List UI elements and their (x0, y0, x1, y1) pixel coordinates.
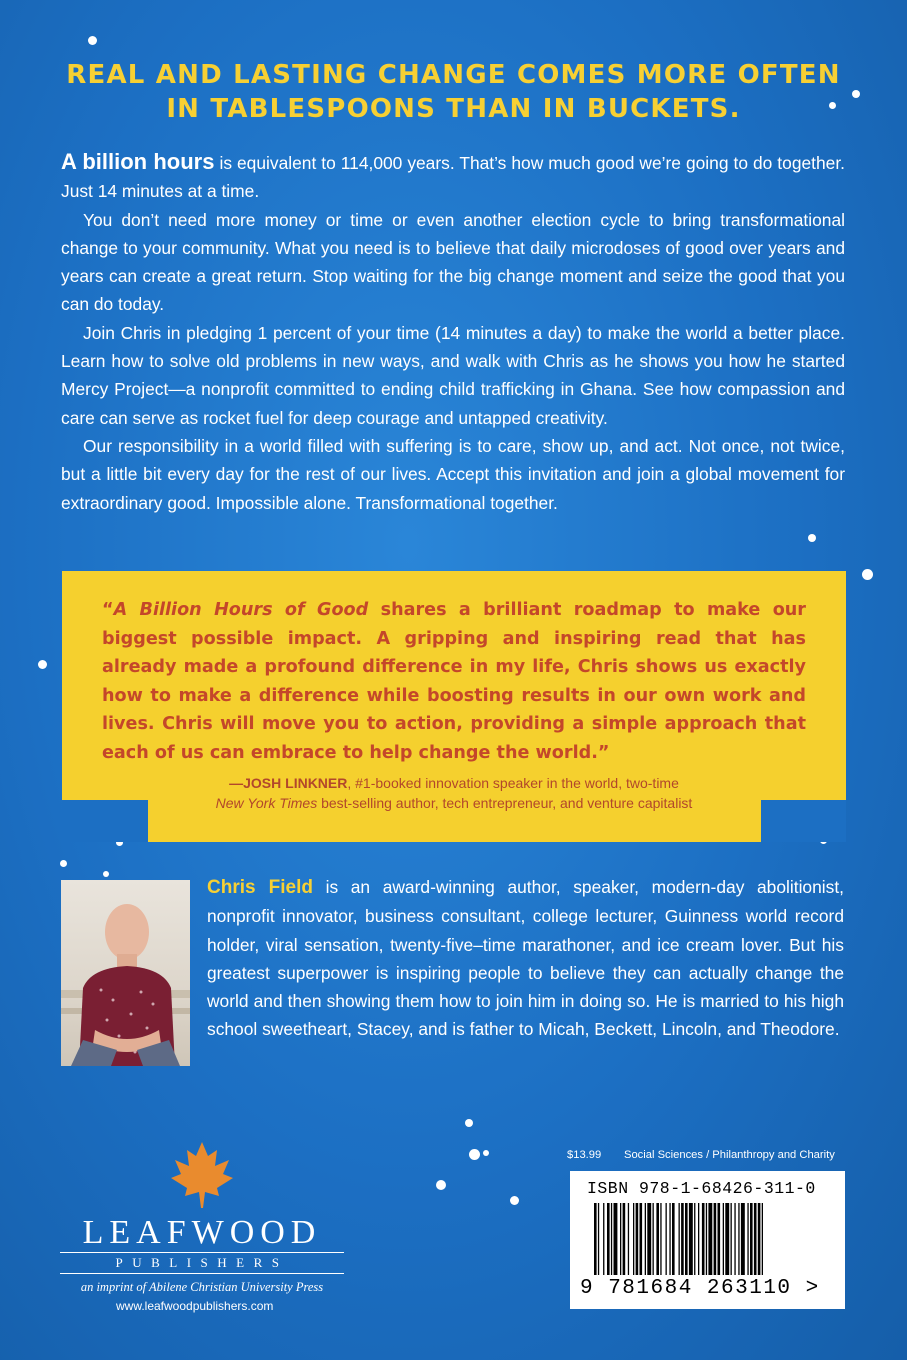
author-bio (207, 873, 844, 1044)
lead-rest: is equivalent to 114,000 years. That’s how much good we’re going to do together. Just 14 minutes at a time. (61, 153, 845, 202)
headline-line-2: IN TABLESPOONS THAN IN BUCKETS. (166, 94, 741, 124)
price-category-line (567, 1149, 847, 1161)
bisac-category: Social Sciences / Philanthropy and Charity (624, 1149, 835, 1161)
book-title: A Billion Hours of Good (113, 600, 369, 620)
nyt-title: New York Times (215, 795, 318, 811)
description-paragraph-1 (61, 148, 845, 206)
endorsement-attribution (102, 773, 806, 813)
endorser-name: —JOSH LINKNER (229, 775, 348, 791)
isbn-barcode (570, 1171, 845, 1309)
publisher-subtitle: PUBLISHERS (60, 1252, 344, 1274)
description-paragraph-4: Our responsibility in a world filled with suffering is to care, show up, and act. Not once, not twice, but a little bit every day for the rest of our lives. Accept this invitation and join a global movement for extraordinary good. Impossible alone. Transformational together. (61, 435, 845, 513)
quote-body: shares a brilliant roadmap to make our biggest possible impact. A gripping and inspiring read that has already made a profound difference in my life, Chris shows us exactly how to make a difference while boosting results in our own work and lives. Chris will move you to action, providing a simple approach that each of us can embrace to help change the world.” (102, 600, 806, 763)
headline-line-1: REAL AND LASTING CHANGE COMES MORE OFTEN (66, 60, 841, 90)
price: $13.99 (567, 1149, 602, 1161)
endorsement-quote (102, 596, 806, 767)
quote-open-mark: “ (102, 600, 114, 620)
description-text (61, 148, 845, 517)
publisher-logo (52, 1140, 352, 1295)
publisher-url: www.leafwoodpublishers.com (116, 1299, 274, 1313)
headline (40, 58, 867, 126)
barcode-digits: 9 781684 263110 > (580, 1277, 820, 1300)
lead-phrase: A billion hours (61, 149, 215, 174)
endorser-credentials-1: , #1-booked innovation speaker in the world, two-time (347, 775, 679, 791)
maple-leaf-icon (52, 1140, 352, 1210)
endorser-credentials-2: best-selling author, tech entrepreneur, and venture capitalist (317, 795, 693, 811)
publisher-imprint: an imprint of Abilene Christian University Press (80, 1280, 324, 1294)
description-paragraph-3: Join Chris in pledging 1 percent of your time (14 minutes a day) to make the world a better place. Learn how to solve old problems in new ways, and walk with Chris as he shows you how he started Mercy Project—a nonprofit committed to ending child trafficking in Ghana. See how compassion and care can serve as rocket fuel for deep courage and untapped creativity. (61, 322, 845, 428)
author-name: Chris Field (207, 877, 313, 898)
isbn-label: ISBN 978-1-68426-311-0 (587, 1179, 816, 1198)
publisher-name: LEAFWOOD (82, 1214, 322, 1251)
author-photo (61, 880, 190, 1066)
description-paragraph-2: You don’t need more money or time or even another election cycle to bring transformational change to your community. What you need is to believe that daily microdoses of good over years and years can create a great return. Stop waiting for the big change moment and seize the good that you can do today. (61, 209, 845, 315)
author-bio-text: is an award-winning author, speaker, modern-day abolitionist, nonprofit innovator, business consultant, college lecturer, Guinness world record holder, viral sensation, twenty-five–time marathoner, and ice cream lover. But his greatest superpower is inspiring people to believe they can actually change the world and then showing them how to join him in doing so. He is married to his high school sweetheart, Stacey, and is father to Micah, Beckett, Lincoln, and Theodore. (207, 877, 845, 1040)
